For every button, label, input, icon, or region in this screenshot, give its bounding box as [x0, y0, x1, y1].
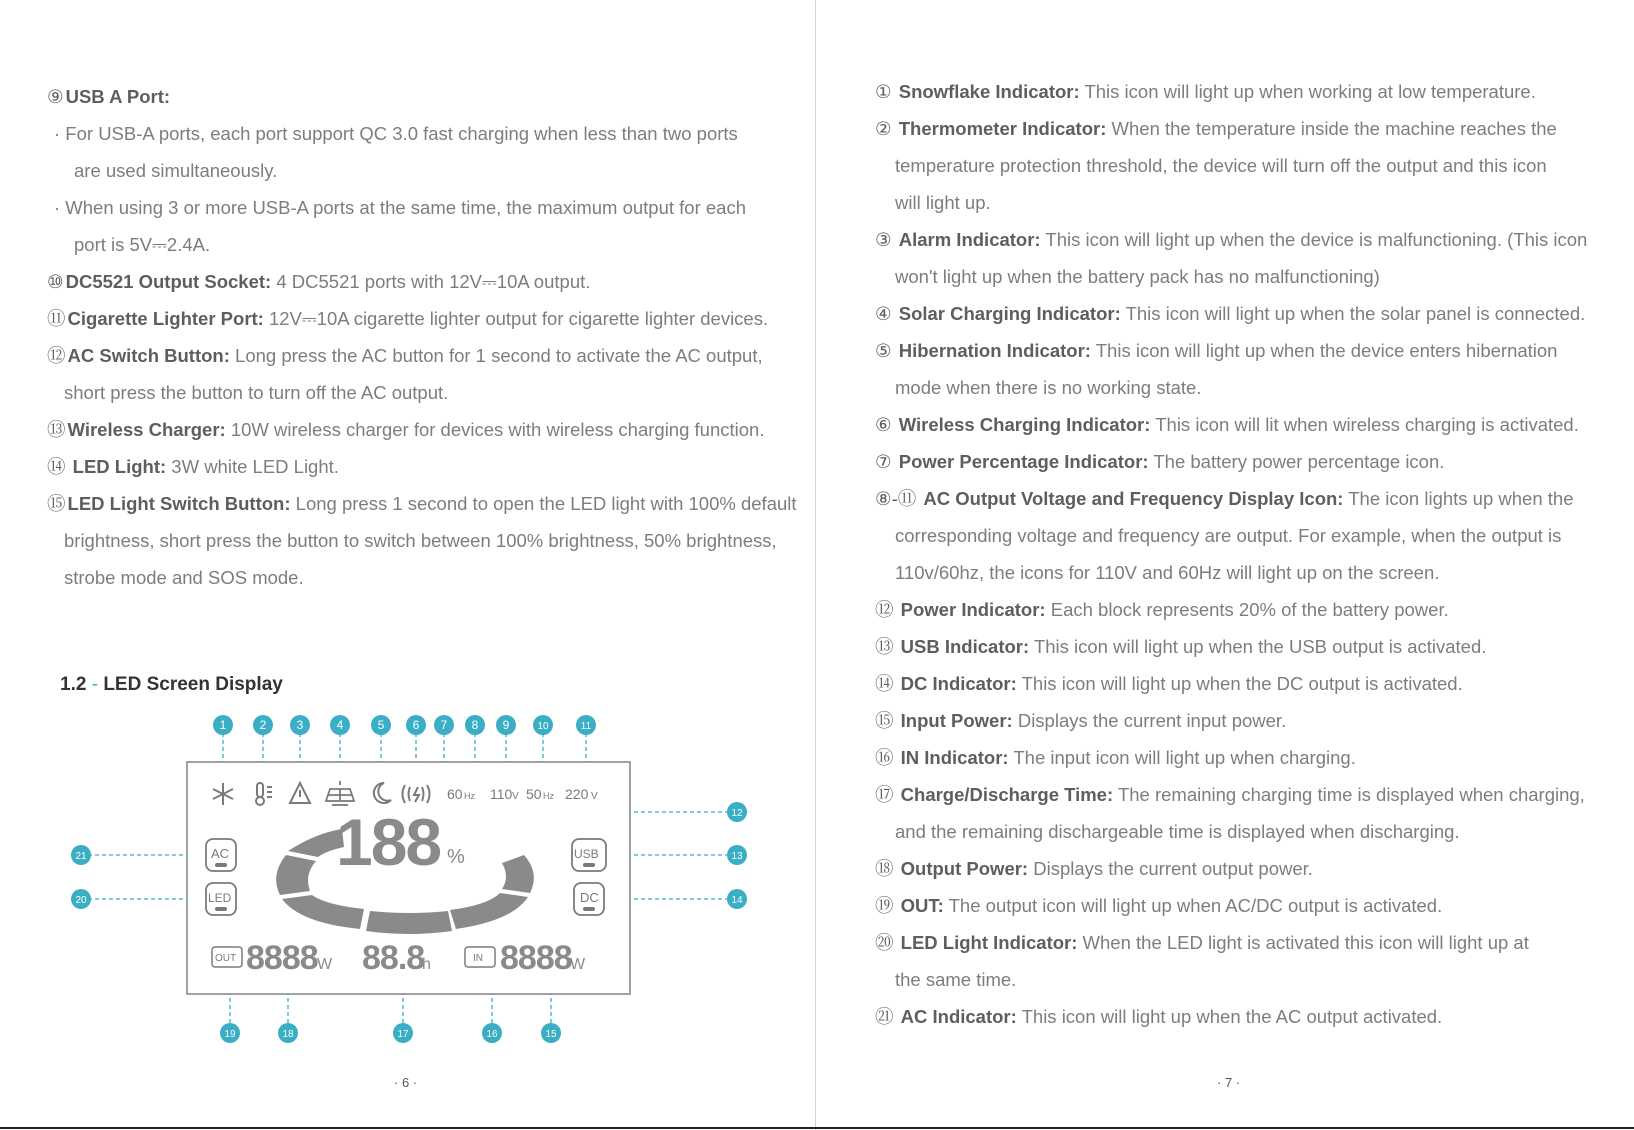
item-title: OUT:: [900, 895, 944, 916]
item-out: [875, 887, 1634, 924]
item-title: AC Indicator:: [900, 1006, 1017, 1027]
item-title: LED Light Switch Button:: [67, 493, 291, 514]
callout-number: 13: [731, 851, 743, 862]
callout-number: 19: [224, 1029, 236, 1040]
item-title: Input Power:: [900, 710, 1013, 731]
callout-5: [371, 715, 391, 735]
item-ac-switch-cont: [47, 374, 817, 411]
item-text: 4 DC5521 ports with 12V⎓10A output.: [271, 271, 591, 292]
callout-21: [71, 845, 91, 865]
item-cigarette: [47, 300, 817, 337]
left-text-block: [47, 78, 817, 596]
callout-18: [278, 1023, 298, 1043]
item-title: USB Indicator:: [900, 636, 1030, 657]
freq-60: 60: [447, 786, 463, 802]
volt-v-1: V: [512, 791, 519, 802]
item-title: Power Indicator:: [900, 599, 1046, 620]
item-number: ⑲: [875, 895, 894, 916]
callout-number: 10: [537, 721, 549, 732]
ac-label: AC: [211, 846, 230, 861]
item-text: Long press the AC button for 1 second to activate the AC output,: [229, 345, 763, 366]
left-page: [0, 0, 815, 1130]
item-ac-voltage: [875, 480, 1634, 517]
item-led-light-indicator: [875, 924, 1634, 961]
item-text: will light up.: [895, 192, 991, 213]
item-title: LED Light:: [67, 456, 167, 477]
usb-a-bullet-1-cont: [47, 152, 817, 189]
right-text-block: [875, 73, 1634, 1035]
item-text: corresponding voltage and frequency are output. For example, when the output is: [895, 525, 1562, 546]
callout-number: 11: [580, 721, 592, 732]
callout-number: 20: [75, 895, 87, 906]
item-text: 12V⎓10A cigarette lighter output for cigarette lighter devices.: [263, 308, 769, 329]
callout-20: [71, 889, 91, 909]
callout-11: [576, 715, 596, 735]
callout-4: [330, 715, 350, 735]
output-power-digits: 8888: [246, 939, 318, 977]
item-led-switch: [47, 485, 817, 522]
item-hibernation: [875, 332, 1634, 369]
item-input-power: [875, 702, 1634, 739]
item-text: brightness, short press the button to switch between 100% brightness, 50% brightness,: [64, 530, 777, 551]
item-text: The output icon will light up when AC/DC output is activated.: [943, 895, 1443, 916]
callout-12: [727, 802, 747, 822]
usb-a-bullet-2: [47, 189, 817, 226]
item-usb-indicator: [875, 628, 1634, 665]
callout-14: [727, 889, 747, 909]
callout-number: 12: [731, 808, 743, 819]
item-title: Charge/Discharge Time:: [900, 784, 1114, 805]
item-text: and the remaining dischargeable time is displayed when discharging.: [895, 821, 1460, 842]
callout-number: 15: [545, 1029, 557, 1040]
item-title: LED Light Indicator:: [900, 932, 1078, 953]
item-title: Alarm Indicator:: [898, 229, 1041, 250]
item-text: This icon will light up when working at low temperature.: [1079, 81, 1536, 102]
item-text: strobe mode and SOS mode.: [64, 567, 304, 588]
item-number: ④: [875, 303, 892, 324]
item-dc5521: [47, 263, 817, 300]
usb-a-heading: [47, 78, 817, 115]
item-text: short press the button to turn off the AC output.: [64, 382, 449, 403]
callout-17: [393, 1023, 413, 1043]
item-number: ⑤: [875, 340, 892, 361]
item-title: USB A Port:: [65, 86, 171, 107]
power-block-3: [366, 911, 452, 934]
callout-19: [220, 1023, 240, 1043]
item-text: mode when there is no working state.: [895, 377, 1202, 398]
callout-13: [727, 845, 747, 865]
item-number: ⑰: [875, 784, 894, 805]
callout-number: 7: [440, 718, 448, 732]
callout-16: [482, 1023, 502, 1043]
item-title: AC Switch Button:: [67, 345, 230, 366]
led-label: LED: [208, 891, 232, 905]
item-in-indicator: [875, 739, 1634, 776]
bullet-text: are used simultaneously.: [74, 160, 278, 181]
item-text: Displays the current input power.: [1012, 710, 1287, 731]
usb-a-bullet-2-cont: [47, 226, 817, 263]
section-title: [60, 674, 283, 696]
item-number: ⑥: [875, 414, 892, 435]
callout-3: [290, 715, 310, 735]
item-number: ㉑: [875, 1006, 894, 1027]
item-title: DC5521 Output Socket:: [65, 271, 272, 292]
section-title-text: LED Screen Display: [103, 674, 283, 695]
item-text: The icon lights up when the: [1343, 488, 1574, 509]
item-led-light: [47, 448, 817, 485]
callout-number: 9: [502, 718, 510, 732]
item-title: DC Indicator:: [900, 673, 1017, 694]
item-text: temperature protection threshold, the device will turn off the output and this icon: [895, 155, 1547, 176]
item-ac-voltage-cont2: [875, 554, 1634, 591]
page-number-left: · 6 ·: [394, 1075, 418, 1090]
volt-110: 110: [490, 786, 513, 802]
out-label: OUT: [215, 953, 237, 964]
item-power-indicator: [875, 591, 1634, 628]
item-title: Power Percentage Indicator:: [898, 451, 1149, 472]
bullet-text: port is 5V⎓2.4A.: [74, 234, 211, 255]
item-led-light-indicator-cont: [875, 961, 1634, 998]
item-number: ⑬: [47, 419, 66, 440]
item-text: The input icon will light up when charging.: [1008, 747, 1356, 768]
item-number: ②: [875, 118, 892, 139]
item-output-power: [875, 850, 1634, 887]
callout-number: 18: [282, 1029, 294, 1040]
callout-8: [465, 715, 485, 735]
item-wireless-charging: [875, 406, 1634, 443]
item-alarm: [875, 221, 1634, 258]
item-text: the same time.: [895, 969, 1017, 990]
item-text: When the temperature inside the machine reaches the: [1106, 118, 1557, 139]
item-thermometer-cont2: [875, 184, 1634, 221]
callout-number: 4: [336, 718, 344, 732]
input-power-unit: W: [570, 956, 586, 973]
item-text: Displays the current output power.: [1028, 858, 1313, 879]
item-number: ⑪: [47, 308, 66, 329]
callout-7: [434, 715, 454, 735]
item-text: This icon will light up when the AC output activated.: [1016, 1006, 1443, 1027]
item-ac-switch: [47, 337, 817, 374]
item-title: AC Output Voltage and Frequency Display Icon:: [923, 488, 1344, 509]
page-number-right: · 7 ·: [1217, 1075, 1241, 1090]
item-title: Cigarette Lighter Port:: [67, 308, 264, 329]
callout-number: 17: [397, 1029, 409, 1040]
item-title: Snowflake Indicator:: [898, 81, 1080, 102]
callout-15: [541, 1023, 561, 1043]
item-led-switch-cont: [47, 522, 817, 559]
item-thermometer-cont: [875, 147, 1634, 184]
freq-hz-1: Hz: [464, 791, 475, 801]
item-title: Wireless Charging Indicator:: [898, 414, 1151, 435]
item-text: This icon will light up when the device enters hibernation: [1090, 340, 1558, 361]
item-power-percentage: [875, 443, 1634, 480]
item-led-switch-cont2: [47, 559, 817, 596]
item-ac-voltage-cont: [875, 517, 1634, 554]
callout-9: [496, 715, 516, 735]
item-number: ①: [875, 81, 892, 102]
item-text: Each block represents 20% of the battery power.: [1045, 599, 1449, 620]
freq-50: 50: [526, 786, 542, 802]
item-text: This icon will light up when the DC output is activated.: [1016, 673, 1463, 694]
item-wireless-charger: [47, 411, 817, 448]
item-text: This icon will light up when the solar panel is connected.: [1120, 303, 1586, 324]
callout-number: 21: [75, 851, 87, 862]
item-title: IN Indicator:: [900, 747, 1009, 768]
item-number: ⑱: [875, 858, 894, 879]
volt-220: 220: [565, 786, 589, 802]
item-text: This icon will lit when wireless charging is activated.: [1150, 414, 1579, 435]
item-number: ⑧-⑪: [875, 488, 917, 509]
volt-v-2: V: [591, 791, 598, 802]
callout-number: 6: [412, 718, 420, 732]
item-text: 3W white LED Light.: [166, 456, 339, 477]
percentage-digits: 188: [336, 805, 441, 879]
callout-6: [406, 715, 426, 735]
callout-number: 5: [377, 718, 385, 732]
item-text: 10W wireless charger for devices with wireless charging function.: [225, 419, 765, 440]
dc-label: DC: [580, 890, 599, 905]
item-text: 110v/60hz, the icons for 110V and 60Hz will light up on the screen.: [895, 562, 1440, 583]
freq-hz-2: Hz: [543, 791, 554, 801]
item-title: Solar Charging Indicator:: [898, 303, 1121, 324]
input-power-digits: 8888: [500, 939, 572, 977]
item-number: ⑦: [875, 451, 892, 472]
time-digits: 88.8: [362, 939, 425, 977]
callout-number: 2: [259, 718, 267, 732]
item-text: When the LED light is activated this icon will light up at: [1077, 932, 1529, 953]
item-text: This icon will light up when the device is malfunctioning. (This icon: [1040, 229, 1588, 250]
item-number: ⑳: [875, 932, 894, 953]
item-snowflake: [875, 73, 1634, 110]
bullet-text: · When using 3 or more USB-A ports at the same time, the maximum output for each: [54, 197, 746, 218]
item-text: won't light up when the battery pack has no malfunctioning): [895, 266, 1380, 287]
right-page: [816, 0, 1634, 1130]
item-number: ⑫: [47, 345, 66, 366]
item-number: ⑩: [47, 271, 64, 292]
lcd-screen-diagram: [60, 715, 760, 1055]
item-number: ⑭: [47, 456, 66, 477]
item-charge-time: [875, 776, 1634, 813]
callout-number: 16: [486, 1029, 498, 1040]
item-thermometer: [875, 110, 1634, 147]
item-number: ⑮: [875, 710, 894, 731]
item-dc-indicator: [875, 665, 1634, 702]
callout-number: 14: [731, 895, 743, 906]
usb-label: USB: [574, 847, 599, 861]
usb-a-bullet-1: [47, 115, 817, 152]
item-number: ⑮: [47, 493, 66, 514]
item-text: The battery power percentage icon.: [1148, 451, 1445, 472]
item-text: Long press 1 second to open the LED light with 100% default: [290, 493, 797, 514]
item-number: ⑯: [875, 747, 894, 768]
time-unit: h: [422, 956, 431, 973]
section-number: 1.2: [60, 674, 87, 695]
item-number: ⑨: [47, 86, 64, 107]
callout-number: 1: [219, 718, 227, 732]
item-ac-indicator: [875, 998, 1634, 1035]
item-alarm-cont: [875, 258, 1634, 295]
item-text: The remaining charging time is displayed when charging,: [1113, 784, 1585, 805]
in-label: IN: [473, 953, 483, 964]
callout-2: [253, 715, 273, 735]
percent-sign: %: [447, 846, 465, 868]
item-title: Thermometer Indicator:: [898, 118, 1107, 139]
item-number: ⑫: [875, 599, 894, 620]
callout-number: 8: [471, 718, 479, 732]
item-solar: [875, 295, 1634, 332]
callout-10: [533, 715, 553, 735]
bullet-text: · For USB-A ports, each port support QC 3.0 fast charging when less than two ports: [54, 123, 738, 144]
item-hibernation-cont: [875, 369, 1634, 406]
section-dash: -: [86, 674, 104, 695]
item-title: Hibernation Indicator:: [898, 340, 1091, 361]
item-charge-time-cont: [875, 813, 1634, 850]
output-power-unit: W: [317, 956, 333, 973]
item-title: Wireless Charger:: [67, 419, 226, 440]
item-title: Output Power:: [900, 858, 1029, 879]
item-number: ③: [875, 229, 892, 250]
callout-number: 3: [296, 718, 304, 732]
item-number: ⑬: [875, 636, 894, 657]
callout-1: [213, 715, 233, 735]
item-text: This icon will light up when the USB output is activated.: [1029, 636, 1487, 657]
item-number: ⑭: [875, 673, 894, 694]
